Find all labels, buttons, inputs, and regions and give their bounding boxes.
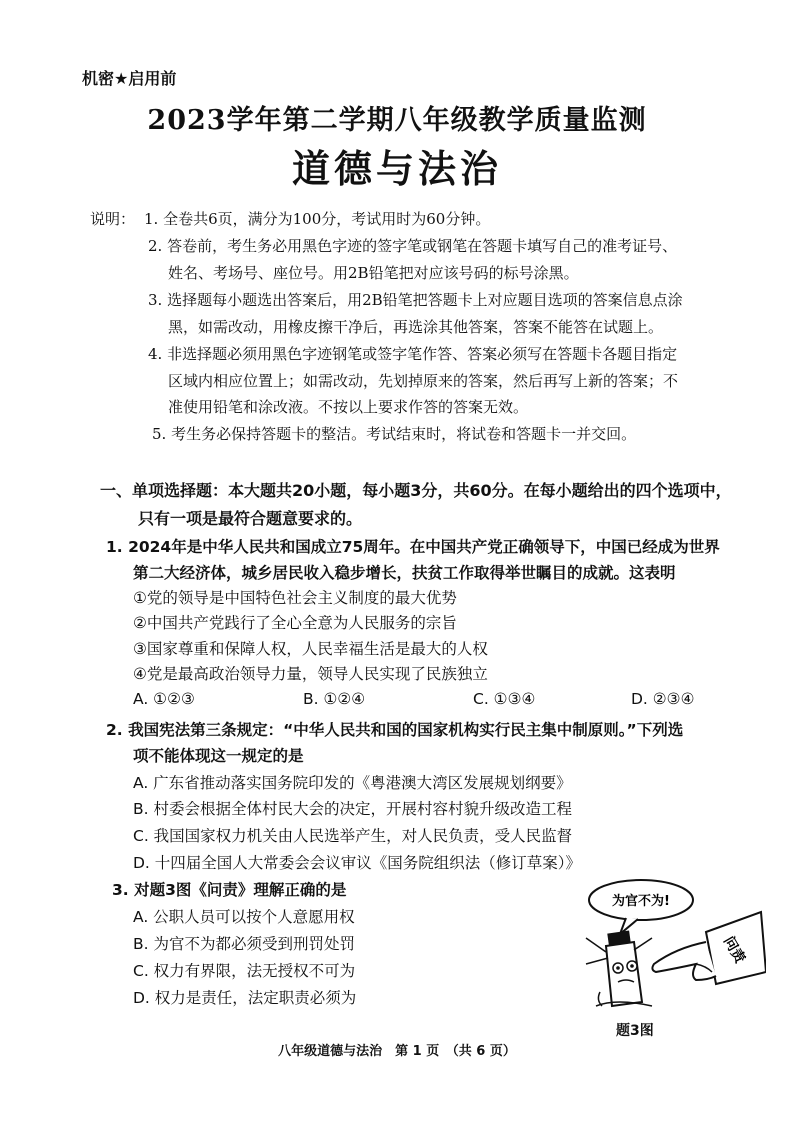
statement-item: ②中国共产党践行了全心全意为人民服务的宗旨 bbox=[133, 614, 457, 632]
question-stem: 1. 2024年是中华人民共和国成立75周年。在中国共产党正确领导下，中国已经成为世界 bbox=[106, 538, 720, 556]
section-heading-cont: 只有一项是最符合题意要求的。 bbox=[138, 509, 363, 528]
option-b: B. 村委会根据全体村民大会的决定，开展村容村貌升级改造工程 bbox=[133, 800, 572, 818]
confidential-label: 机密★启用前 bbox=[82, 69, 177, 88]
option-d: D. 权力是责任，法定职责必须为 bbox=[133, 989, 357, 1007]
option-a: A. ①②③ bbox=[133, 690, 195, 708]
page-footer: 八年级道德与法治 第 1 页 （共 6 页） bbox=[278, 1044, 516, 1059]
instruction-line: 5. 考生务必保持答题卡的整洁。考试结束时，将试卷和答题卡一并交回。 bbox=[152, 425, 637, 443]
subject-title: 道德与法治 bbox=[291, 146, 502, 191]
instruction-line: 黑，如需改动，用橡皮擦干净后，再选涂其他答案，答案不能答在试题上。 bbox=[168, 318, 664, 336]
option-a: A. 公职人员可以按个人意愿用权 bbox=[133, 908, 355, 926]
option-a: A. 广东省推动落实国务院印发的《粤港澳大湾区发展规划纲要》 bbox=[133, 774, 572, 792]
option-b: B. ①②④ bbox=[303, 690, 366, 708]
question-stem: 2. 我国宪法第三条规定：“中华人民共和国的国家机构实行民主集中制原则。”下列选 bbox=[106, 721, 684, 739]
pointing-hand bbox=[652, 912, 766, 984]
question-stem: 3. 对题3图《问责》理解正确的是 bbox=[112, 881, 347, 899]
option-c: C. 权力有界限，法无授权不可为 bbox=[133, 962, 356, 980]
section-heading: 一、单项选择题：本大题共20小题，每小题3分，共60分。在每小题给出的四个选项中， bbox=[100, 481, 732, 500]
instruction-line: 1. 全卷共6页，满分为100分，考试用时为60分钟。 bbox=[144, 210, 491, 228]
option-d: D. ②③④ bbox=[631, 690, 695, 708]
exam-title: 2023学年第二学期八年级教学质量监测 bbox=[147, 105, 647, 136]
instructions-label: 说明： bbox=[90, 210, 136, 228]
instruction-line: 准使用铅笔和涂改液。不按以上要求作答的答案无效。 bbox=[168, 398, 529, 416]
cartoon-figure bbox=[556, 872, 766, 1022]
question-stem: 第二大经济体，城乡居民收入稳步增长，扶贫工作取得举世瞩目的成就。这表明 bbox=[133, 564, 676, 582]
option-d: D. 十四届全国人大常委会会议审议《国务院组织法（修订草案）》 bbox=[133, 854, 582, 872]
speech-text: 为官不为! bbox=[612, 894, 670, 909]
option-b: B. 为官不为都必须受到刑罚处罚 bbox=[133, 935, 355, 953]
instruction-line: 3. 选择题每小题选出答案后，用2B铅笔把答题卡上对应题目选项的答案信息点涂 bbox=[148, 291, 683, 309]
instruction-line: 2. 答卷前，考生务必用黑色字迹的签字笔或钢笔在答题卡填写自己的准考证号、 bbox=[148, 237, 678, 255]
question-stem: 项不能体现这一规定的是 bbox=[133, 747, 304, 765]
option-c: C. 我国国家权力机关由人民选举产生，对人民负责，受人民监督 bbox=[133, 827, 573, 845]
official-character bbox=[586, 931, 652, 1006]
instruction-line: 区域内相应位置上；如需改动，先划掉原来的答案，然后再写上新的答案；不 bbox=[168, 372, 679, 390]
statement-item: ③国家尊重和保障人权，人民幸福生活是最大的人权 bbox=[133, 640, 488, 658]
statement-item: ④党是最高政治领导力量，领导人民实现了民族独立 bbox=[133, 665, 488, 683]
hand-label: 问责 bbox=[720, 933, 748, 967]
option-c: C. ①③④ bbox=[473, 690, 536, 708]
figure-caption: 题3图 bbox=[616, 1023, 654, 1039]
instruction-line: 4. 非选择题必须用黑色字迹钢笔或签字笔作答、答案必须写在答题卡各题目指定 bbox=[148, 345, 678, 363]
instruction-line: 姓名、考场号、座位号。用2B铅笔把对应该号码的标号涂黑。 bbox=[168, 264, 579, 282]
statement-item: ①党的领导是中国特色社会主义制度的最大优势 bbox=[133, 589, 457, 607]
